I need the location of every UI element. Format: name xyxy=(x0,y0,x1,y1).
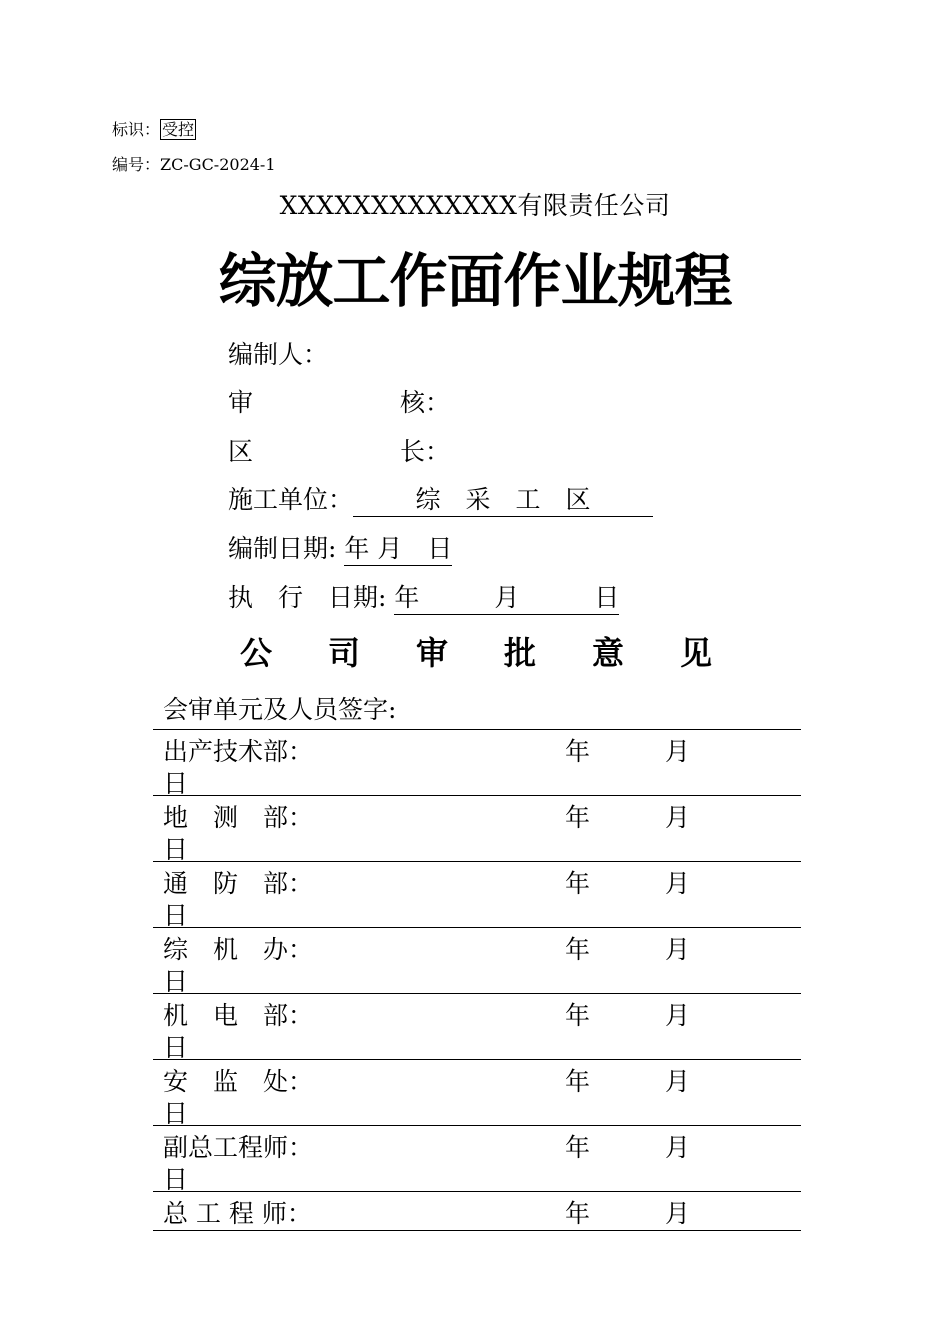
compile-date-field xyxy=(228,529,452,566)
table-row xyxy=(153,1060,801,1126)
row-label: 出产技术部： xyxy=(163,737,314,766)
mark-line xyxy=(112,117,196,140)
sign-section-label: 会审单元及人员签字: xyxy=(163,695,397,724)
month-label: 月 xyxy=(665,803,691,832)
unit-value: 综 采 工 区 xyxy=(353,480,653,517)
month-label: 月 xyxy=(665,1001,691,1030)
unit-label: 施工单位： xyxy=(228,485,354,514)
approval-char: 见 xyxy=(680,634,713,672)
code-line xyxy=(112,152,276,175)
controlled-stamp: 受控 xyxy=(162,120,195,139)
table-row xyxy=(153,862,801,928)
exec-date-value: 年 月 日 xyxy=(394,578,619,615)
district-label-b: 长： xyxy=(400,437,451,466)
table-row xyxy=(153,1126,801,1192)
compile-date-value: 年 月 日 xyxy=(344,529,452,566)
approval-char: 审 xyxy=(416,634,449,672)
table-row xyxy=(153,928,801,994)
code-label: 编号： xyxy=(112,155,161,174)
reviewer-label-a: 审 xyxy=(228,388,254,417)
unit-field xyxy=(228,480,653,517)
month-label: 月 xyxy=(665,737,691,766)
compile-date-label: 编制日期: xyxy=(228,534,337,563)
code-value: ZC-GC-2024-1 xyxy=(160,155,276,174)
day-label: 日 xyxy=(163,769,189,798)
year-label: 年 xyxy=(565,935,591,964)
mark-label: 标识： xyxy=(112,120,161,139)
year-label: 年 xyxy=(565,1199,591,1228)
row-label: 副总工程师： xyxy=(163,1133,314,1162)
approval-char: 司 xyxy=(328,634,361,672)
day-label: 日 xyxy=(163,1033,189,1062)
month-label: 月 xyxy=(665,1067,691,1096)
day-label: 日 xyxy=(163,901,189,930)
year-label: 年 xyxy=(565,869,591,898)
day-label: 日 xyxy=(163,1099,189,1128)
exec-date-label: 执 行 日期: xyxy=(228,583,387,612)
year-label: 年 xyxy=(565,1067,591,1096)
table-row xyxy=(153,730,801,796)
table-row xyxy=(153,1192,801,1231)
row-label: 总 工 程 师： xyxy=(163,1199,312,1228)
approval-char: 公 xyxy=(240,634,273,672)
month-label: 月 xyxy=(665,1133,691,1162)
month-label: 月 xyxy=(665,935,691,964)
approval-char: 批 xyxy=(504,634,537,672)
year-label: 年 xyxy=(565,803,591,832)
document-title: 综放工作面作业规程 xyxy=(218,247,732,315)
year-label: 年 xyxy=(565,1001,591,1030)
row-label: 综 机 办： xyxy=(163,935,314,964)
row-label: 安 监 处： xyxy=(163,1067,314,1096)
row-label: 通 防 部： xyxy=(163,869,314,898)
reviewer-label-b: 核： xyxy=(400,388,451,417)
row-label: 机 电 部： xyxy=(163,1001,314,1030)
company-name: XXXXXXXXXXXXX有限责任公司 xyxy=(279,191,671,220)
day-label: 日 xyxy=(163,835,189,864)
approval-title xyxy=(240,628,768,674)
compiler-field: 编制人： xyxy=(228,340,329,369)
year-label: 年 xyxy=(565,737,591,766)
year-label: 年 xyxy=(565,1133,591,1162)
table-row xyxy=(153,994,801,1060)
table-row xyxy=(153,796,801,862)
month-label: 月 xyxy=(665,1199,691,1228)
month-label: 月 xyxy=(665,869,691,898)
approval-char: 意 xyxy=(592,634,625,672)
exec-date-field xyxy=(228,578,619,615)
signature-table xyxy=(153,729,801,1231)
row-label: 地 测 部： xyxy=(163,803,314,832)
day-label: 日 xyxy=(163,1165,189,1194)
district-label-a: 区 xyxy=(228,437,254,466)
day-label: 日 xyxy=(163,967,189,996)
